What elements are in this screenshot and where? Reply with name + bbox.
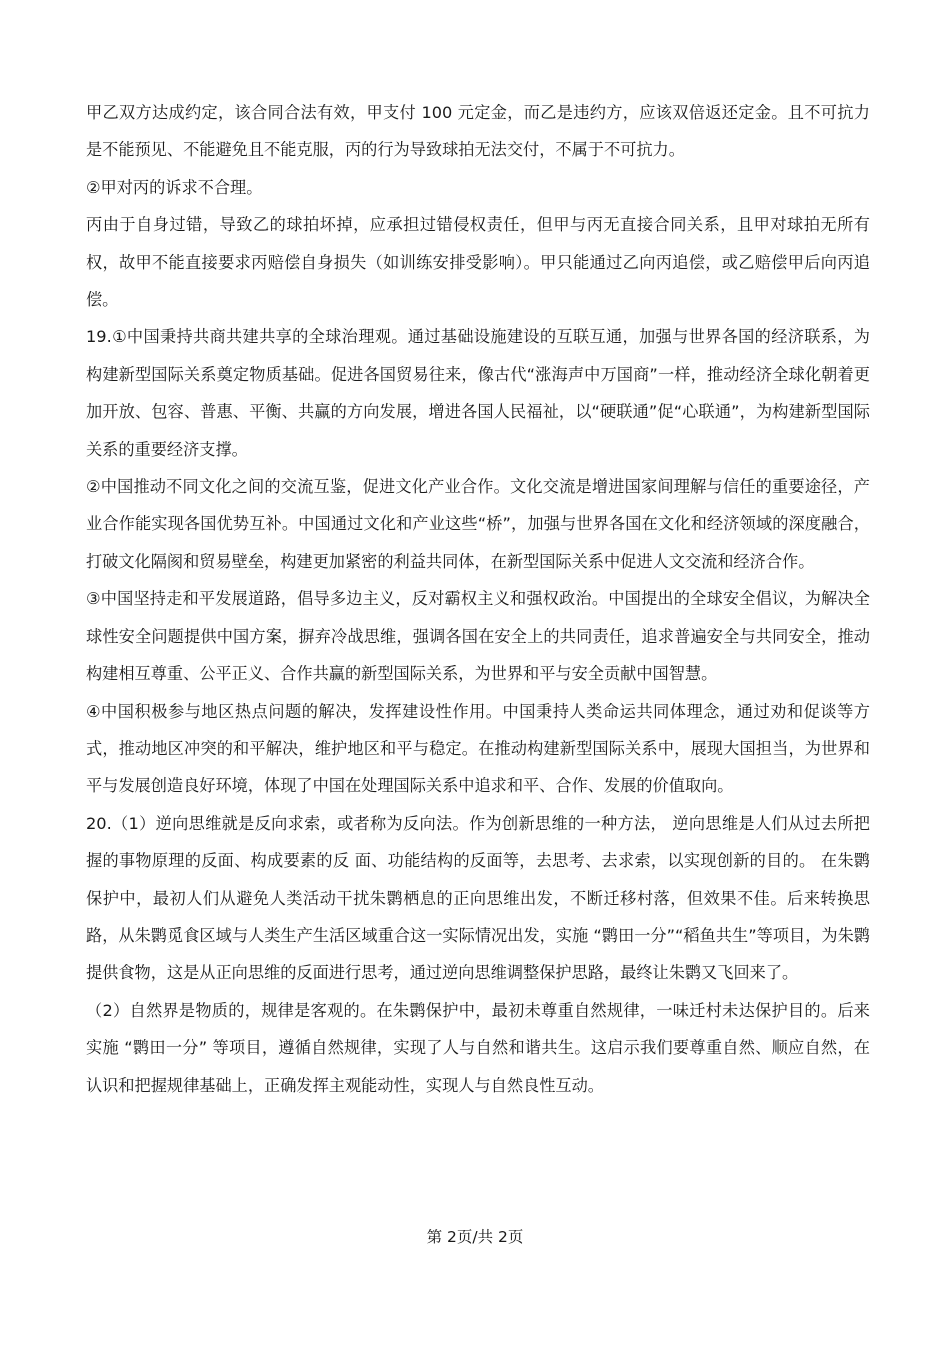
paragraph-q19-point3: ③中国坚持走和平发展道路，倡导多边主义，反对霸权主义和强权政治。中国提出的全球安全倡议，为解决全球性安全问题提供中国方案，摒弃冷战思维，强调各国在安全上的共同责任，追求普遍安全与共同安全，推动构建相互尊重、公平正义、合作共赢的新型国际关系，为世界和平与安全贡献中国智慧。 xyxy=(86,589,870,684)
paragraph-q19-point4: ④中国积极参与地区热点问题的解决，发挥建设性作用。中国秉持人类命运共同体理念，通过劝和促谈等方式，推动地区冲突的和平解决，维护地区和平与稳定。在推动构建新型国际关系中，展现大国担当，为世界和平与发展创造良好环境，体现了中国在处理国际关系中追求和平、合作、发展的价值取向。 xyxy=(86,701,870,796)
paragraph-q20-part1: 20.（1）逆向思维就是反向求索，或者称为反向法。作为创新思维的一种方法， 逆向思维是人们从过去所把握的事物原理的反面、构成要素的反 面、功能结构的反面等，去思考、去求索，以实现创新的目的。 在朱鹮保护中，最初人们从避免人类活动干扰朱鹮栖息的正向思维出发，不断迁移村落，但效果不佳。后来转换思路，从朱鹮觅食区域与人类生产生活区域重合这一实际情况出发，实施 “鹮田一分”“稻鱼共生”等项目，为朱鹮提供食物，这是从正向思维的反面进行思考，通过逆向思维调整保护思路，最终让朱鹮又飞回来了。 xyxy=(86,813,870,983)
paragraph-q19-point2: ②中国推动不同文化之间的交流互鉴，促进文化产业合作。文化交流是增进国家间理解与信任的重要途径，产业合作能实现各国优势互补。中国通过文化和产业这些“桥”，加强与世界各国在文化和经济领域的深度融合，打破文化隔阂和贸易壁垒，构建更加紧密的利益共同体，在新型国际关系中促进人文交流和经济合作。 xyxy=(86,477,870,571)
paragraph-tort-liability: 丙由于自身过错，导致乙的球拍坏掉，应承担过错侵权责任，但甲与丙无直接合同关系，且甲对球拍无所有权，故甲不能直接要求丙赔偿自身损失（如训练安排受影响）。甲只能通过乙向丙追偿，或乙赔偿甲后向丙追偿。 xyxy=(86,215,870,310)
answer-body xyxy=(86,94,870,1104)
paragraph-claim-unreasonable: ②甲对丙的诉求不合理。 xyxy=(86,177,263,197)
paragraph-q20-part2: （2）自然界是物质的，规律是客观的。在朱鹮保护中，最初未尊重自然规律，一味迁村未达保护目的。后来实施 “鹮田一分” 等项目，遵循自然规律，实现了人与自然和谐共生。这启示我们要尊重自然、顺应自然，在认识和把握规律基础上，正确发挥主观能动性，实现人与自然良性互动。 xyxy=(86,1000,870,1095)
paragraph-q19-point1: 19.①中国秉持共商共建共享的全球治理观。通过基础设施建设的互联互通，加强与世界各国的经济联系，为构建新型国际关系奠定物质基础。促进各国贸易往来，像古代“涨海声中万国商”一样，推动经济全球化朝着更加开放、包容、普惠、平衡、共赢的方向发展，增进各国人民福祉，以“硬联通”促“心联通”，为构建新型国际关系的重要经济支撑。 xyxy=(86,327,870,459)
paragraph-contract-validity: 甲乙双方达成约定，该合同合法有效，甲支付 100 元定金，而乙是违约方，应该双倍返还定金。且不可抗力是不能预见、不能避免且不能克服，丙的行为导致球拍无法交付，不属于不可抗力。 xyxy=(86,103,870,160)
page-number-footer: 第 2页/共 2页 xyxy=(426,1228,524,1246)
